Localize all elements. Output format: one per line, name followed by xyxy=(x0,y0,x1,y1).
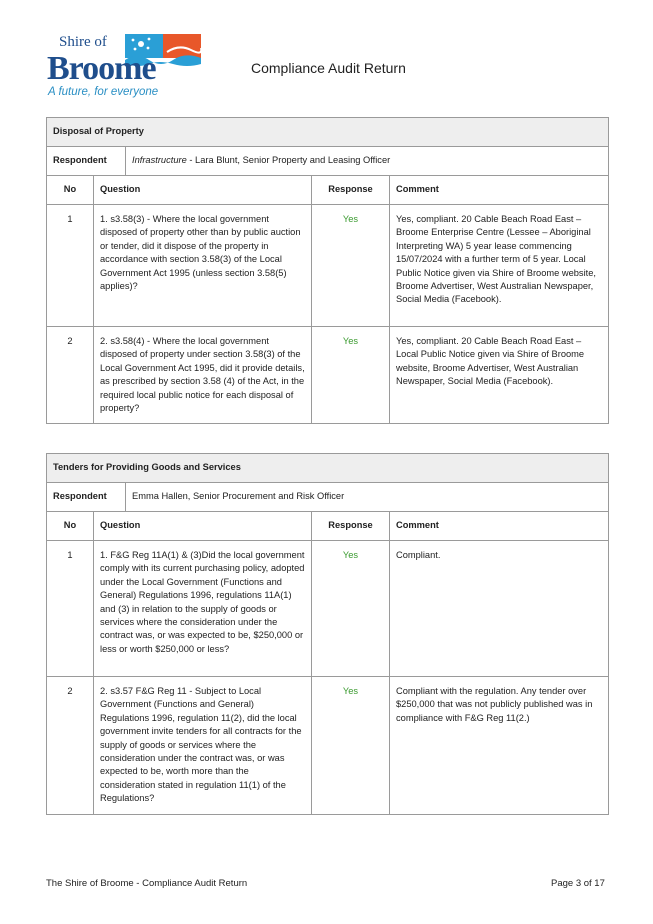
respondent-name: - Lara Blunt, Senior Property and Leasing Officer xyxy=(186,155,391,166)
footer-document-name: The Shire of Broome - Compliance Audit Return xyxy=(46,878,248,889)
row-number: 1 xyxy=(47,541,94,677)
logo-line1: Shire of xyxy=(59,34,107,50)
logo-tagline: A future, for everyone xyxy=(48,86,159,98)
column-response: Response xyxy=(312,176,390,205)
document-title: Compliance Audit Return xyxy=(251,60,406,76)
row-question: 1. F&G Reg 11A(1) & (3)Did the local government comply with its current purchasing policy, adopted under the Local Government (Functions and General) Regulations 1996, regulations 11A(1) and (3) in relation to the supply of goods or services where the consideration under the contract was, or was expected to be, $250,000 or less or worth $250,000 or less? xyxy=(94,541,312,677)
row-question: 2. s3.57 F&G Reg 11 - Subject to Local Government (Functions and General) Regulations 1996, regulation 11(2), did the local government invite tenders for all contracts for the supply of goods or services where the consideration under the contract was, or was expected to be, worth more than the consideration stated in regulation 11(1) of the Regulations? xyxy=(94,677,312,815)
row-number: 2 xyxy=(47,677,94,815)
row-response: Yes xyxy=(312,541,390,677)
row-response: Yes xyxy=(312,677,390,815)
column-question: Question xyxy=(94,176,312,205)
row-question: 2. s3.58(4) - Where the local government disposed of property under section 3.58(3) of the Local Government Act 1995, did it provide details, as prescribed by section 3.58 (4) of the Act, in the required local public notice for each disposal of property? xyxy=(94,327,312,424)
row-number: 1 xyxy=(47,205,94,327)
section-title: Tenders for Providing Goods and Services xyxy=(47,454,609,483)
table-row xyxy=(47,677,609,815)
row-response: Yes xyxy=(312,327,390,424)
table-row xyxy=(47,541,609,677)
column-no: No xyxy=(47,512,94,541)
row-comment: Yes, compliant. 20 Cable Beach Road East – Local Public Notice given via Shire of Broome website, Broome Advertiser, West Australian Newspaper, Social Media (Facebook). xyxy=(390,327,609,424)
column-comment: Comment xyxy=(390,176,609,205)
footer-page-number: Page 3 of 17 xyxy=(551,878,605,889)
row-comment: Compliant with the regulation. Any tender over $250,000 that was not publicly published was in compliance with F&G Reg 11(2.) xyxy=(390,677,609,815)
table-row xyxy=(47,327,609,424)
respondent-value: Emma Hallen, Senior Procurement and Risk Officer xyxy=(126,483,609,512)
table-row xyxy=(47,205,609,327)
shire-of-broome-logo xyxy=(45,30,205,102)
disposal-of-property-table xyxy=(46,117,609,424)
respondent-department: Infrastructure xyxy=(132,155,187,166)
row-comment: Yes, compliant. 20 Cable Beach Road East – Broome Enterprise Centre (Lessee – Aboriginal Interpreting WA) 5 year lease commencing 15/07/2024 with a further term of 5 year. Local Public Notice given via Shire of Broome website, Broome Advertiser, West Australian Newspaper, Social Media (Facebook). xyxy=(390,205,609,327)
respondent-label: Respondent xyxy=(47,483,126,512)
respondent-label: Respondent xyxy=(47,147,126,176)
logo-line2: Broome xyxy=(47,50,156,87)
column-header-row xyxy=(47,176,609,205)
row-question: 1. s3.58(3) - Where the local government disposed of property other than by public auction or tender, did it dispose of the property in accordance with section 3.58(3) of the Local Government Act 1995 (unless section 3.58(5) applies)? xyxy=(94,205,312,327)
column-question: Question xyxy=(94,512,312,541)
tenders-goods-services-table xyxy=(46,453,609,815)
row-comment: Compliant. xyxy=(390,541,609,677)
section-title: Disposal of Property xyxy=(47,118,609,147)
column-response: Response xyxy=(312,512,390,541)
row-response: Yes xyxy=(312,205,390,327)
row-number: 2 xyxy=(47,327,94,424)
column-header-row xyxy=(47,512,609,541)
column-comment: Comment xyxy=(390,512,609,541)
column-no: No xyxy=(47,176,94,205)
respondent-value xyxy=(126,147,609,176)
